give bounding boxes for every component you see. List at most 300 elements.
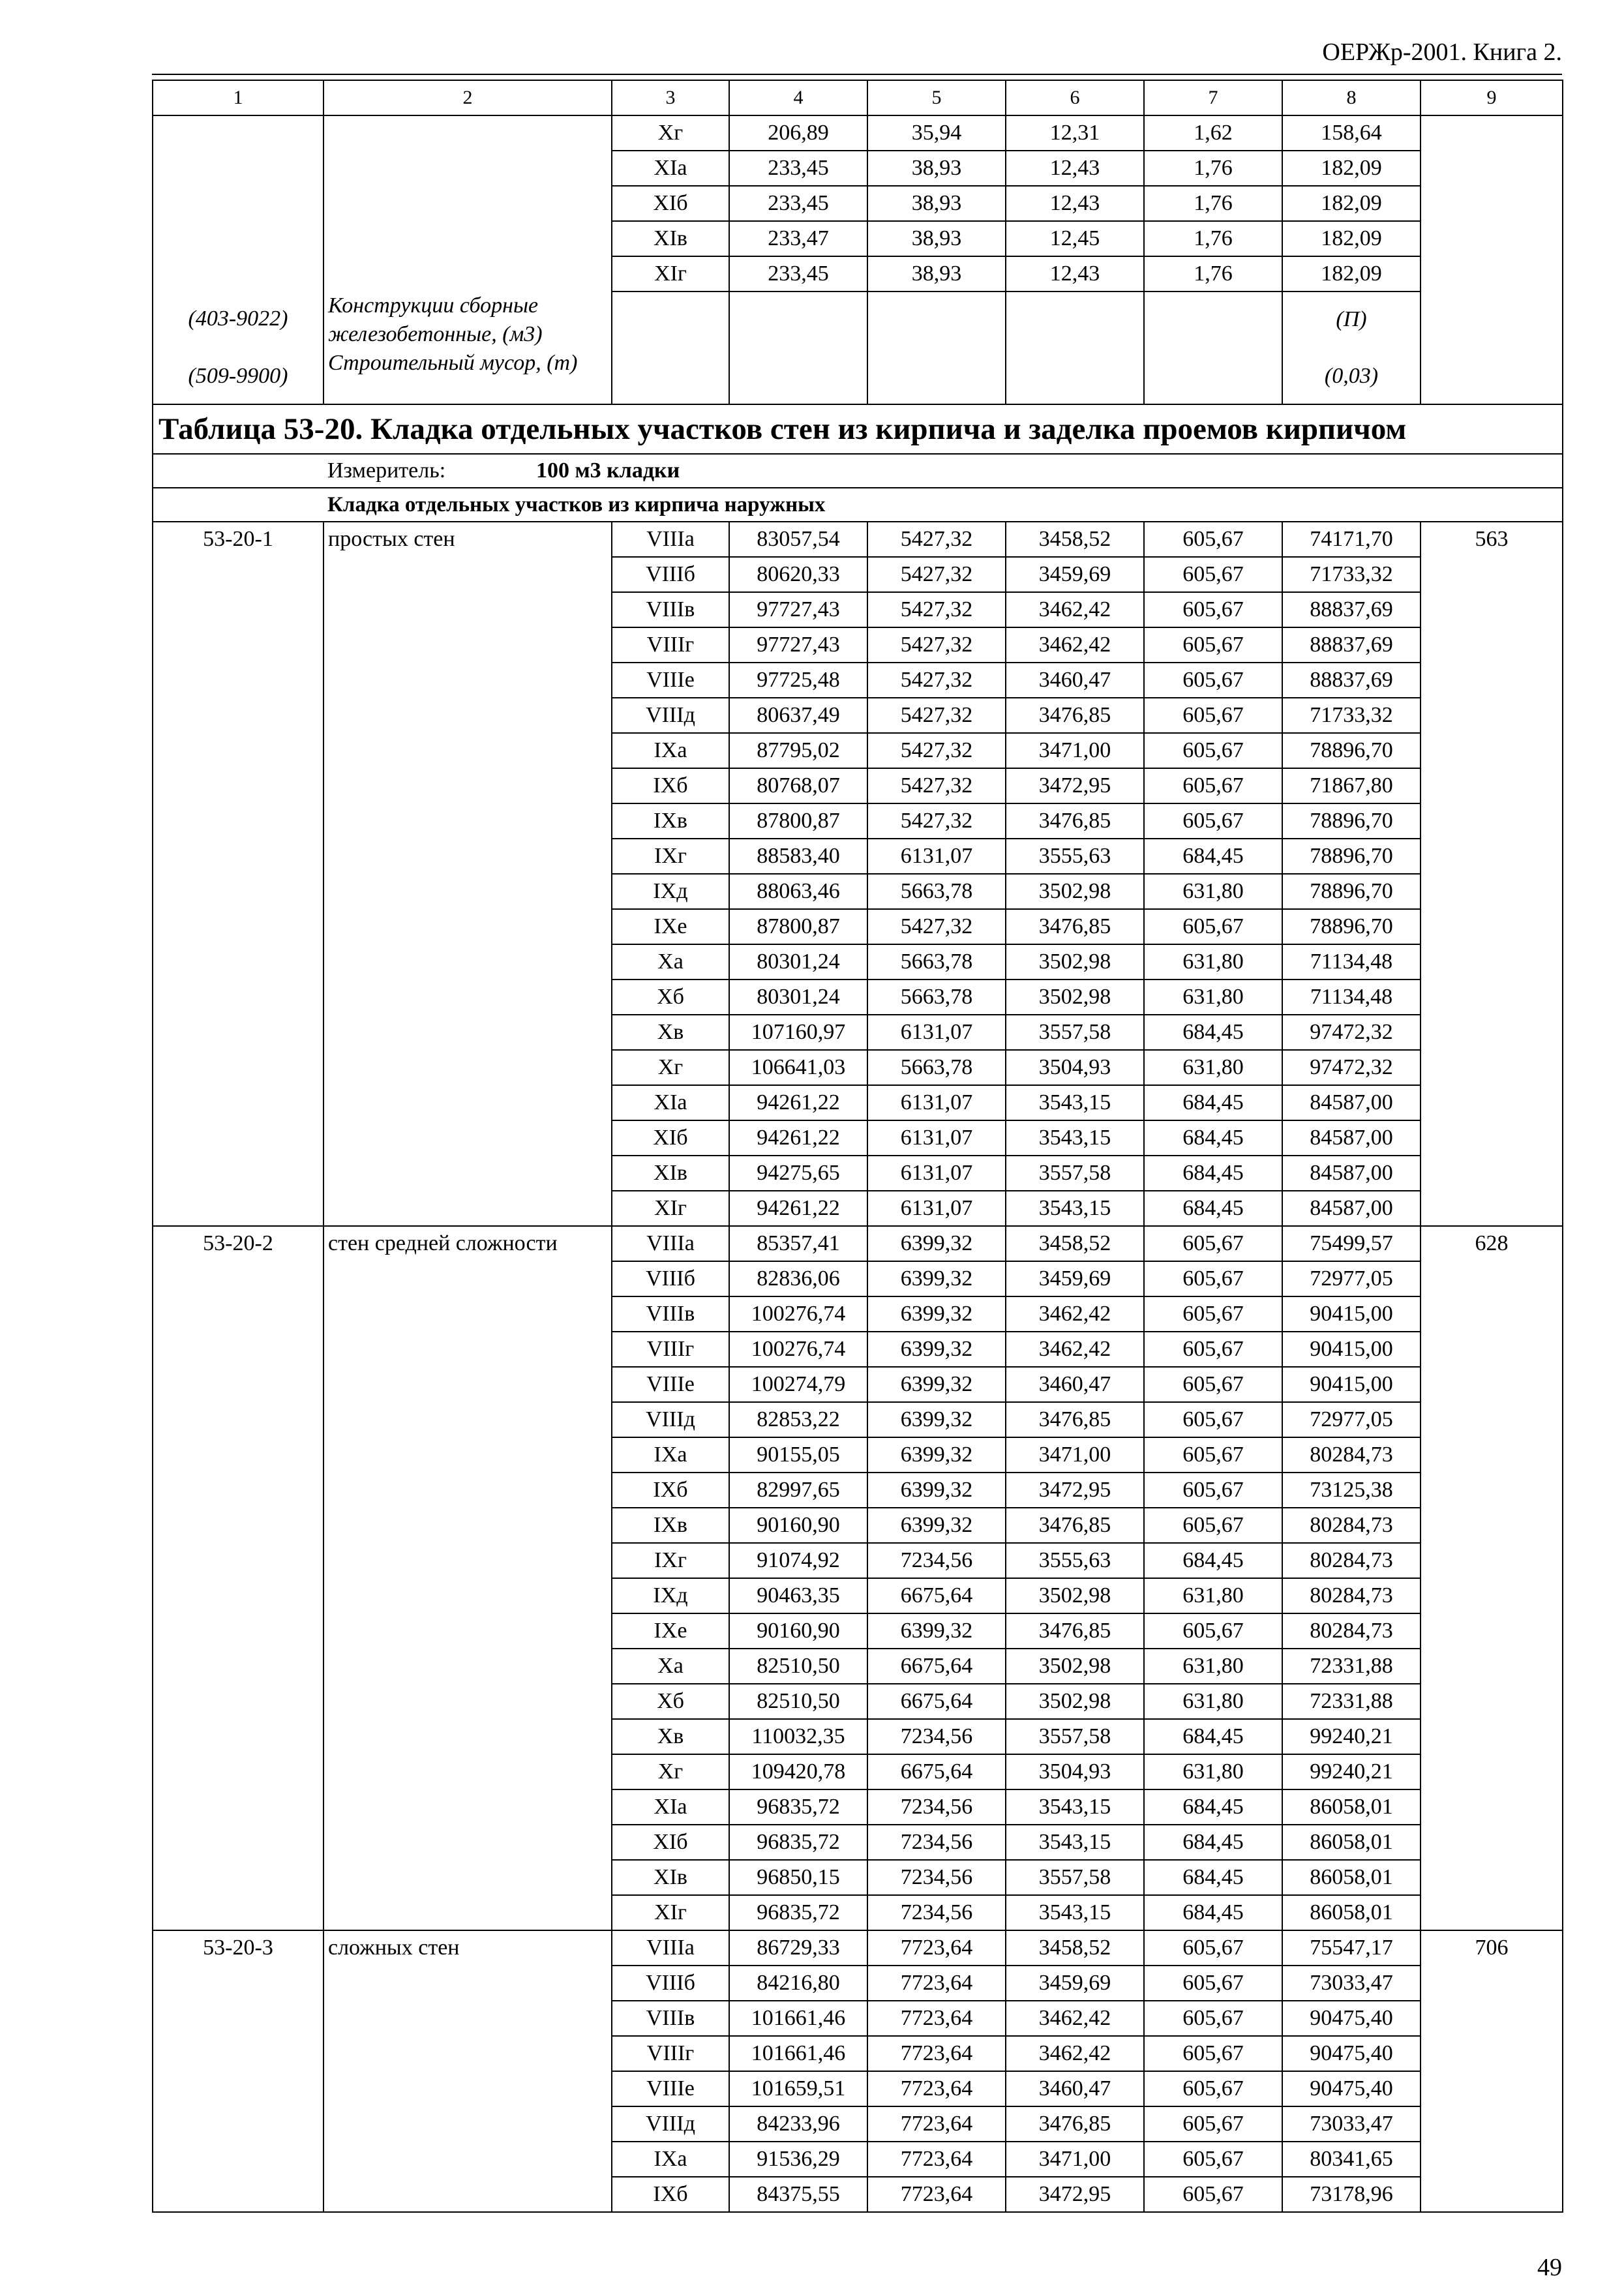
value-cell: 3502,98 xyxy=(1006,874,1144,909)
value-cell: 182,09 xyxy=(1282,151,1421,186)
value-cell: 80301,24 xyxy=(729,980,867,1015)
value-cell: 605,67 xyxy=(1144,2106,1282,2142)
value-cell: 6675,64 xyxy=(867,1684,1006,1719)
value-cell: 233,45 xyxy=(729,151,867,186)
value-cell: 233,45 xyxy=(729,186,867,221)
running-header: ОЕРЖр-2001. Книга 2. xyxy=(1322,38,1562,66)
value-cell: 80768,07 xyxy=(729,768,867,803)
value-cell: 684,45 xyxy=(1144,1156,1282,1191)
value-cell: 91536,29 xyxy=(729,2142,867,2177)
value-cell: 3557,58 xyxy=(1006,1156,1144,1191)
zone-cell: VIIIв xyxy=(612,592,729,627)
value-cell: 82510,50 xyxy=(729,1649,867,1684)
value-cell: 99240,21 xyxy=(1282,1719,1421,1754)
value-cell: 605,67 xyxy=(1144,1437,1282,1473)
value-cell: 96835,72 xyxy=(729,1789,867,1825)
value-cell: 73033,47 xyxy=(1282,1966,1421,2001)
item-code: 53-20-2 xyxy=(153,1226,323,1930)
value-cell: 71733,32 xyxy=(1282,557,1421,592)
value-cell: 96835,72 xyxy=(729,1895,867,1930)
value-cell: 3543,15 xyxy=(1006,1789,1144,1825)
empty-cell xyxy=(612,349,729,404)
page-number: 49 xyxy=(1537,2254,1562,2281)
item-name: сложных стен xyxy=(323,1930,612,2212)
price-table xyxy=(152,80,1563,2213)
value-cell: 3459,69 xyxy=(1006,1966,1144,2001)
zone-cell: Xв xyxy=(612,1719,729,1754)
value-cell: 6399,32 xyxy=(867,1437,1006,1473)
value-cell: 3462,42 xyxy=(1006,1296,1144,1332)
value-cell: 72331,88 xyxy=(1282,1684,1421,1719)
material-value: (0,03) xyxy=(1282,349,1421,404)
zone-cell: VIIIд xyxy=(612,698,729,733)
zone-cell: XIг xyxy=(612,1191,729,1226)
value-cell: 80620,33 xyxy=(729,557,867,592)
value-cell: 90475,40 xyxy=(1282,2001,1421,2036)
column-header: 6 xyxy=(1006,80,1144,115)
value-cell: 71134,48 xyxy=(1282,980,1421,1015)
value-cell: 3459,69 xyxy=(1006,557,1144,592)
column-header: 1 xyxy=(153,80,323,115)
value-cell: 3504,93 xyxy=(1006,1754,1144,1789)
value-cell: 3502,98 xyxy=(1006,1578,1144,1613)
zone-cell: Xб xyxy=(612,1684,729,1719)
zone-cell: Xа xyxy=(612,944,729,980)
value-cell: 5427,32 xyxy=(867,803,1006,839)
value-cell: 3557,58 xyxy=(1006,1015,1144,1050)
zone-cell: IXа xyxy=(612,1437,729,1473)
value-cell: 684,45 xyxy=(1144,839,1282,874)
value-cell: 82510,50 xyxy=(729,1684,867,1719)
value-cell: 7234,56 xyxy=(867,1789,1006,1825)
value-cell: 3462,42 xyxy=(1006,592,1144,627)
value-cell: 38,93 xyxy=(867,256,1006,292)
value-cell: 6131,07 xyxy=(867,1191,1006,1226)
value-cell: 87795,02 xyxy=(729,733,867,768)
value-cell: 605,67 xyxy=(1144,522,1282,557)
section-title: Кладка отдельных участков из кирпича наружных xyxy=(323,488,1563,522)
zone-cell: Xг xyxy=(612,1754,729,1789)
value-cell: 86058,01 xyxy=(1282,1789,1421,1825)
zone-cell: VIIIа xyxy=(612,522,729,557)
value-cell: 7234,56 xyxy=(867,1719,1006,1754)
value-cell: 84587,00 xyxy=(1282,1085,1421,1120)
value-cell: 684,45 xyxy=(1144,1719,1282,1754)
value-cell: 631,80 xyxy=(1144,1578,1282,1613)
value-cell: 96835,72 xyxy=(729,1825,867,1860)
value-cell: 684,45 xyxy=(1144,1120,1282,1156)
zone-cell: Xа xyxy=(612,1649,729,1684)
value-cell: 71134,48 xyxy=(1282,944,1421,980)
value-cell: 80284,73 xyxy=(1282,1613,1421,1649)
value-cell: 78896,70 xyxy=(1282,803,1421,839)
value-cell: 605,67 xyxy=(1144,1402,1282,1437)
value-cell: 3543,15 xyxy=(1006,1120,1144,1156)
measurement-row xyxy=(153,454,1563,488)
value-cell: 78896,70 xyxy=(1282,733,1421,768)
col9-cell: 706 xyxy=(1421,1930,1563,2212)
value-cell: 99240,21 xyxy=(1282,1754,1421,1789)
value-cell: 6675,64 xyxy=(867,1578,1006,1613)
value-cell: 3504,93 xyxy=(1006,1050,1144,1085)
value-cell: 3460,47 xyxy=(1006,663,1144,698)
value-cell: 80284,73 xyxy=(1282,1437,1421,1473)
value-cell: 84233,96 xyxy=(729,2106,867,2142)
value-cell: 86058,01 xyxy=(1282,1860,1421,1895)
zone-cell: IXа xyxy=(612,733,729,768)
value-cell: 97727,43 xyxy=(729,592,867,627)
value-cell: 3458,52 xyxy=(1006,1226,1144,1261)
empty-cell xyxy=(153,454,323,488)
value-cell: 6131,07 xyxy=(867,1156,1006,1191)
value-cell: 3502,98 xyxy=(1006,944,1144,980)
value-cell: 3462,42 xyxy=(1006,2036,1144,2071)
column-header: 4 xyxy=(729,80,867,115)
value-cell: 605,67 xyxy=(1144,2071,1282,2106)
value-cell: 631,80 xyxy=(1144,1050,1282,1085)
value-cell: 88583,40 xyxy=(729,839,867,874)
value-cell: 5427,32 xyxy=(867,733,1006,768)
value-cell: 97472,32 xyxy=(1282,1015,1421,1050)
zone-cell: VIIIа xyxy=(612,1226,729,1261)
value-cell: 5427,32 xyxy=(867,698,1006,733)
value-cell: 605,67 xyxy=(1144,803,1282,839)
zone-cell: Xг xyxy=(612,115,729,151)
value-cell: 605,67 xyxy=(1144,1226,1282,1261)
value-cell: 631,80 xyxy=(1144,944,1282,980)
value-cell: 6131,07 xyxy=(867,1085,1006,1120)
value-cell: 6131,07 xyxy=(867,839,1006,874)
value-cell: 12,45 xyxy=(1006,221,1144,256)
value-cell: 88063,46 xyxy=(729,874,867,909)
value-cell: 73033,47 xyxy=(1282,2106,1421,2142)
table-row xyxy=(153,115,1563,151)
zone-cell: XIв xyxy=(612,1860,729,1895)
value-cell: 605,67 xyxy=(1144,2036,1282,2071)
measurement-value: 100 м3 кладки xyxy=(536,458,680,483)
value-cell: 72331,88 xyxy=(1282,1649,1421,1684)
column-header: 7 xyxy=(1144,80,1282,115)
code-cell xyxy=(153,115,323,292)
value-cell: 631,80 xyxy=(1144,1754,1282,1789)
zone-cell: Xв xyxy=(612,1015,729,1050)
value-cell: 6399,32 xyxy=(867,1296,1006,1332)
value-cell: 84375,55 xyxy=(729,2177,867,2212)
value-cell: 3460,47 xyxy=(1006,1367,1144,1402)
value-cell: 3458,52 xyxy=(1006,1930,1144,1966)
value-cell: 86058,01 xyxy=(1282,1825,1421,1860)
zone-cell: VIIIб xyxy=(612,1966,729,2001)
value-cell: 101661,46 xyxy=(729,2036,867,2071)
value-cell: 3472,95 xyxy=(1006,768,1144,803)
zone-cell: VIIIд xyxy=(612,2106,729,2142)
value-cell: 90475,40 xyxy=(1282,2036,1421,2071)
empty-cell xyxy=(1144,292,1282,349)
value-cell: 12,43 xyxy=(1006,256,1144,292)
value-cell: 109420,78 xyxy=(729,1754,867,1789)
value-cell: 605,67 xyxy=(1144,627,1282,663)
value-cell: 97727,43 xyxy=(729,627,867,663)
value-cell: 3543,15 xyxy=(1006,1825,1144,1860)
zone-cell: IXд xyxy=(612,1578,729,1613)
value-cell: 6399,32 xyxy=(867,1473,1006,1508)
value-cell: 7723,64 xyxy=(867,2177,1006,2212)
zone-cell: VIIIг xyxy=(612,2036,729,2071)
zone-cell: IXб xyxy=(612,768,729,803)
empty-cell xyxy=(867,292,1006,349)
zone-cell: IXб xyxy=(612,2177,729,2212)
value-cell: 7234,56 xyxy=(867,1543,1006,1578)
value-cell: 233,45 xyxy=(729,256,867,292)
zone-cell: VIIIг xyxy=(612,1332,729,1367)
value-cell: 6399,32 xyxy=(867,1367,1006,1402)
value-cell: 6675,64 xyxy=(867,1754,1006,1789)
value-cell: 7234,56 xyxy=(867,1895,1006,1930)
value-cell: 605,67 xyxy=(1144,2142,1282,2177)
value-cell: 5427,32 xyxy=(867,768,1006,803)
zone-cell: VIIIе xyxy=(612,1367,729,1402)
value-cell: 6675,64 xyxy=(867,1649,1006,1684)
material-name: Конструкции сборные железобетонные, (м3) xyxy=(323,292,612,349)
value-cell: 605,67 xyxy=(1144,663,1282,698)
table-title: Таблица 53-20. Кладка отдельных участков стен из кирпича и заделка проемов кирпичом xyxy=(153,404,1563,454)
empty-cell xyxy=(153,488,323,522)
value-cell: 605,67 xyxy=(1144,1613,1282,1649)
zone-cell: VIIIд xyxy=(612,1402,729,1437)
zone-cell: IXг xyxy=(612,839,729,874)
value-cell: 233,47 xyxy=(729,221,867,256)
value-cell: 6131,07 xyxy=(867,1120,1006,1156)
value-cell: 684,45 xyxy=(1144,1015,1282,1050)
value-cell: 88837,69 xyxy=(1282,663,1421,698)
value-cell: 7723,64 xyxy=(867,1930,1006,1966)
value-cell: 684,45 xyxy=(1144,1085,1282,1120)
empty-cell xyxy=(1006,292,1144,349)
value-cell: 7723,64 xyxy=(867,1966,1006,2001)
value-cell: 101661,46 xyxy=(729,2001,867,2036)
value-cell: 100274,79 xyxy=(729,1367,867,1402)
value-cell: 7723,64 xyxy=(867,2142,1006,2177)
zone-cell: VIIIв xyxy=(612,2001,729,2036)
value-cell: 605,67 xyxy=(1144,1473,1282,1508)
zone-cell: VIIIб xyxy=(612,557,729,592)
value-cell: 78896,70 xyxy=(1282,839,1421,874)
value-cell: 71733,32 xyxy=(1282,698,1421,733)
value-cell: 80284,73 xyxy=(1282,1508,1421,1543)
zone-cell: XIв xyxy=(612,1156,729,1191)
value-cell: 3476,85 xyxy=(1006,1613,1144,1649)
value-cell: 605,67 xyxy=(1144,2001,1282,2036)
zone-cell: XIб xyxy=(612,1120,729,1156)
value-cell: 106641,03 xyxy=(729,1050,867,1085)
column-header: 3 xyxy=(612,80,729,115)
value-cell: 3472,95 xyxy=(1006,1473,1144,1508)
value-cell: 83057,54 xyxy=(729,522,867,557)
value-cell: 6399,32 xyxy=(867,1332,1006,1367)
zone-cell: XIб xyxy=(612,186,729,221)
value-cell: 3471,00 xyxy=(1006,2142,1144,2177)
value-cell: 631,80 xyxy=(1144,980,1282,1015)
material-value: (П) xyxy=(1282,292,1421,349)
value-cell: 1,76 xyxy=(1144,221,1282,256)
value-cell: 94275,65 xyxy=(729,1156,867,1191)
value-cell: 86058,01 xyxy=(1282,1895,1421,1930)
zone-cell: IXд xyxy=(612,874,729,909)
zone-cell: IXб xyxy=(612,1473,729,1508)
zone-cell: IXа xyxy=(612,2142,729,2177)
table-row xyxy=(153,1226,1563,1261)
zone-cell: IXе xyxy=(612,1613,729,1649)
value-cell: 631,80 xyxy=(1144,1649,1282,1684)
zone-cell: XIг xyxy=(612,256,729,292)
material-row xyxy=(153,292,1563,349)
value-cell: 3471,00 xyxy=(1006,1437,1144,1473)
column-header: 8 xyxy=(1282,80,1421,115)
zone-cell: XIа xyxy=(612,1085,729,1120)
value-cell: 5427,32 xyxy=(867,592,1006,627)
value-cell: 206,89 xyxy=(729,115,867,151)
item-name: простых стен xyxy=(323,522,612,1226)
value-cell: 88837,69 xyxy=(1282,592,1421,627)
value-cell: 1,62 xyxy=(1144,115,1282,151)
value-cell: 101659,51 xyxy=(729,2071,867,2106)
value-cell: 94261,22 xyxy=(729,1120,867,1156)
value-cell: 87800,87 xyxy=(729,803,867,839)
value-cell: 82853,22 xyxy=(729,1402,867,1437)
table-title-row xyxy=(153,404,1563,454)
value-cell: 1,76 xyxy=(1144,256,1282,292)
value-cell: 3462,42 xyxy=(1006,1332,1144,1367)
value-cell: 6399,32 xyxy=(867,1613,1006,1649)
item-code: 53-20-1 xyxy=(153,522,323,1226)
col9-cell xyxy=(1421,115,1563,404)
value-cell: 82997,65 xyxy=(729,1473,867,1508)
value-cell: 100276,74 xyxy=(729,1332,867,1367)
value-cell: 7234,56 xyxy=(867,1860,1006,1895)
value-cell: 3502,98 xyxy=(1006,980,1144,1015)
value-cell: 3476,85 xyxy=(1006,803,1144,839)
value-cell: 5663,78 xyxy=(867,1050,1006,1085)
value-cell: 6399,32 xyxy=(867,1261,1006,1296)
value-cell: 80284,73 xyxy=(1282,1543,1421,1578)
value-cell: 110032,35 xyxy=(729,1719,867,1754)
value-cell: 90160,90 xyxy=(729,1508,867,1543)
value-cell: 684,45 xyxy=(1144,1895,1282,1930)
value-cell: 84587,00 xyxy=(1282,1156,1421,1191)
value-cell: 3502,98 xyxy=(1006,1684,1144,1719)
name-cell xyxy=(323,115,612,292)
value-cell: 87800,87 xyxy=(729,909,867,944)
value-cell: 5427,32 xyxy=(867,522,1006,557)
zone-cell: IXг xyxy=(612,1543,729,1578)
value-cell: 97472,32 xyxy=(1282,1050,1421,1085)
value-cell: 684,45 xyxy=(1144,1789,1282,1825)
column-header: 9 xyxy=(1421,80,1563,115)
value-cell: 12,43 xyxy=(1006,151,1144,186)
empty-cell xyxy=(1006,349,1144,404)
value-cell: 38,93 xyxy=(867,186,1006,221)
header-rule xyxy=(152,74,1562,75)
value-cell: 7723,64 xyxy=(867,2001,1006,2036)
value-cell: 71867,80 xyxy=(1282,768,1421,803)
value-cell: 3543,15 xyxy=(1006,1895,1144,1930)
value-cell: 631,80 xyxy=(1144,874,1282,909)
measurement-cell xyxy=(323,454,1563,488)
zone-cell: IXв xyxy=(612,1508,729,1543)
value-cell: 80341,65 xyxy=(1282,2142,1421,2177)
value-cell: 107160,97 xyxy=(729,1015,867,1050)
value-cell: 90415,00 xyxy=(1282,1367,1421,1402)
value-cell: 182,09 xyxy=(1282,221,1421,256)
column-header: 2 xyxy=(323,80,612,115)
value-cell: 12,43 xyxy=(1006,186,1144,221)
value-cell: 80301,24 xyxy=(729,944,867,980)
value-cell: 91074,92 xyxy=(729,1543,867,1578)
value-cell: 80637,49 xyxy=(729,698,867,733)
value-cell: 605,67 xyxy=(1144,698,1282,733)
value-cell: 684,45 xyxy=(1144,1860,1282,1895)
value-cell: 73178,96 xyxy=(1282,2177,1421,2212)
value-cell: 3555,63 xyxy=(1006,839,1144,874)
value-cell: 3462,42 xyxy=(1006,2001,1144,2036)
value-cell: 7723,64 xyxy=(867,2036,1006,2071)
value-cell: 3471,00 xyxy=(1006,733,1144,768)
material-code: (509-9900) xyxy=(153,349,323,404)
value-cell: 94261,22 xyxy=(729,1085,867,1120)
empty-cell xyxy=(729,292,867,349)
empty-cell xyxy=(729,349,867,404)
zone-cell: Xб xyxy=(612,980,729,1015)
zone-cell: IXв xyxy=(612,803,729,839)
zone-cell: XIг xyxy=(612,1895,729,1930)
value-cell: 7234,56 xyxy=(867,1825,1006,1860)
value-cell: 605,67 xyxy=(1144,2177,1282,2212)
value-cell: 88837,69 xyxy=(1282,627,1421,663)
value-cell: 80284,73 xyxy=(1282,1578,1421,1613)
measurement-label: Измеритель: xyxy=(327,458,446,483)
value-cell: 3555,63 xyxy=(1006,1543,1144,1578)
zone-cell: XIб xyxy=(612,1825,729,1860)
value-cell: 90415,00 xyxy=(1282,1332,1421,1367)
value-cell: 3476,85 xyxy=(1006,909,1144,944)
value-cell: 100276,74 xyxy=(729,1296,867,1332)
value-cell: 12,31 xyxy=(1006,115,1144,151)
value-cell: 605,67 xyxy=(1144,557,1282,592)
value-cell: 82836,06 xyxy=(729,1261,867,1296)
value-cell: 94261,22 xyxy=(729,1191,867,1226)
col9-cell: 628 xyxy=(1421,1226,1563,1930)
table-row xyxy=(153,1930,1563,1966)
value-cell: 96850,15 xyxy=(729,1860,867,1895)
value-cell: 605,67 xyxy=(1144,1367,1282,1402)
value-cell: 684,45 xyxy=(1144,1825,1282,1860)
value-cell: 3459,69 xyxy=(1006,1261,1144,1296)
value-cell: 3543,15 xyxy=(1006,1191,1144,1226)
value-cell: 3462,42 xyxy=(1006,627,1144,663)
value-cell: 5663,78 xyxy=(867,980,1006,1015)
value-cell: 74171,70 xyxy=(1282,522,1421,557)
value-cell: 684,45 xyxy=(1144,1543,1282,1578)
value-cell: 158,64 xyxy=(1282,115,1421,151)
item-name: стен средней сложности xyxy=(323,1226,612,1930)
material-name: Строительный мусор, (т) xyxy=(323,349,612,404)
value-cell: 6399,32 xyxy=(867,1402,1006,1437)
value-cell: 73125,38 xyxy=(1282,1473,1421,1508)
value-cell: 78896,70 xyxy=(1282,874,1421,909)
value-cell: 605,67 xyxy=(1144,1966,1282,2001)
value-cell: 605,67 xyxy=(1144,733,1282,768)
value-cell: 38,93 xyxy=(867,221,1006,256)
